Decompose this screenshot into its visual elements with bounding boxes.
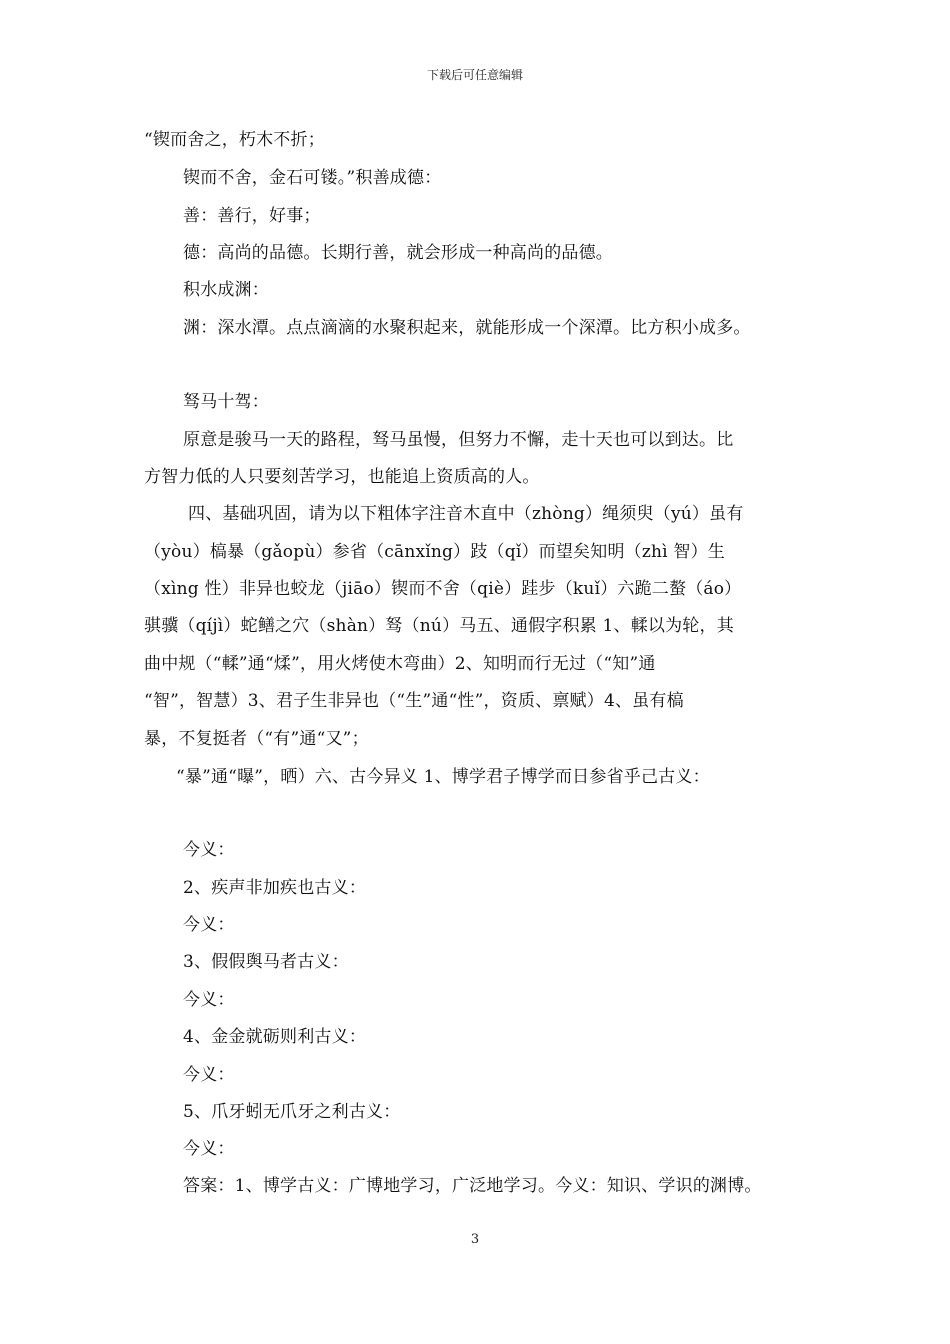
text-line: 善：善行，好事； xyxy=(183,206,321,226)
text-line: 今义： xyxy=(183,1065,235,1085)
page-header: 下载后可任意编辑 xyxy=(426,68,523,82)
text-line: 渊：深水潭。点点滴滴的水聚积起来，就能形成一个深潭。比方积小成多。 xyxy=(183,318,751,338)
text-line: 2、疾声非加疾也古义： xyxy=(183,878,367,898)
text-line: 原意是骏马一天的路程，驽马虽慢，但努力不懈，走十天也可以到达。比 xyxy=(183,430,734,450)
text-line: 答案：1、博学古义：广博地学习，广泛地学习。今义：知识、学识的渊博。 xyxy=(183,1176,762,1196)
text-line: 5、爪牙蚓无爪牙之利古义： xyxy=(183,1102,401,1122)
text-line: “锲而舍之，朽木不折； xyxy=(144,130,325,150)
text-line: （xìng 性）非异也蛟龙（jiāo）锲而不舍（qiè）跬步（kuǐ）六跪二螯（áo） xyxy=(144,579,742,599)
text-line: 骐骥（qíjì）蛇鳝之穴（shàn）驽（nú）马五、通假字积累 1、輮以为轮，其 xyxy=(144,616,734,636)
text-line: 今义： xyxy=(183,840,235,860)
text-line: 今义： xyxy=(183,1139,235,1159)
page-number: 3 xyxy=(470,1232,480,1247)
text-line: 今义： xyxy=(183,990,235,1010)
text-line: 方智力低的人只要刻苦学习，也能追上资质高的人。 xyxy=(144,467,540,487)
text-line: 3、假假舆马者古义： xyxy=(183,952,349,972)
text-line: 4、金金就砺则利古义： xyxy=(183,1027,367,1047)
text-line: 积水成渊： xyxy=(183,280,269,300)
text-line: “暴”通“曝”，晒）六、古今异义 1、博学君子博学而日参省乎己古义： xyxy=(176,767,710,787)
text-line: 四、基础巩固，请为以下粗体字注音木直中（zhòng）绳须臾（yú）虽有 xyxy=(188,504,744,524)
text-line: 暴，不复挺者（“有”通“又”； xyxy=(144,729,369,749)
text-line: 锲而不舍，金石可镂。”积善成德： xyxy=(183,168,442,188)
text-line: “智”，智慧）3、君子生非异也（“生”通“性”，资质、禀赋）4、虽有槁 xyxy=(144,691,684,711)
text-line: 今义： xyxy=(183,915,235,935)
text-line: 德：高尚的品德。长期行善，就会形成一种高尚的品德。 xyxy=(183,243,613,263)
text-line: 驽马十驾： xyxy=(183,392,269,412)
text-line: （yòu）槁暴（gǎopù）参省（cānxǐng）跂（qǐ）而望矣知明（zhì 智）生 xyxy=(144,542,725,562)
text-line: 曲中规（“輮”通“煣”，用火烤使木弯曲）2、知明而行无过（“知”通 xyxy=(144,654,656,674)
